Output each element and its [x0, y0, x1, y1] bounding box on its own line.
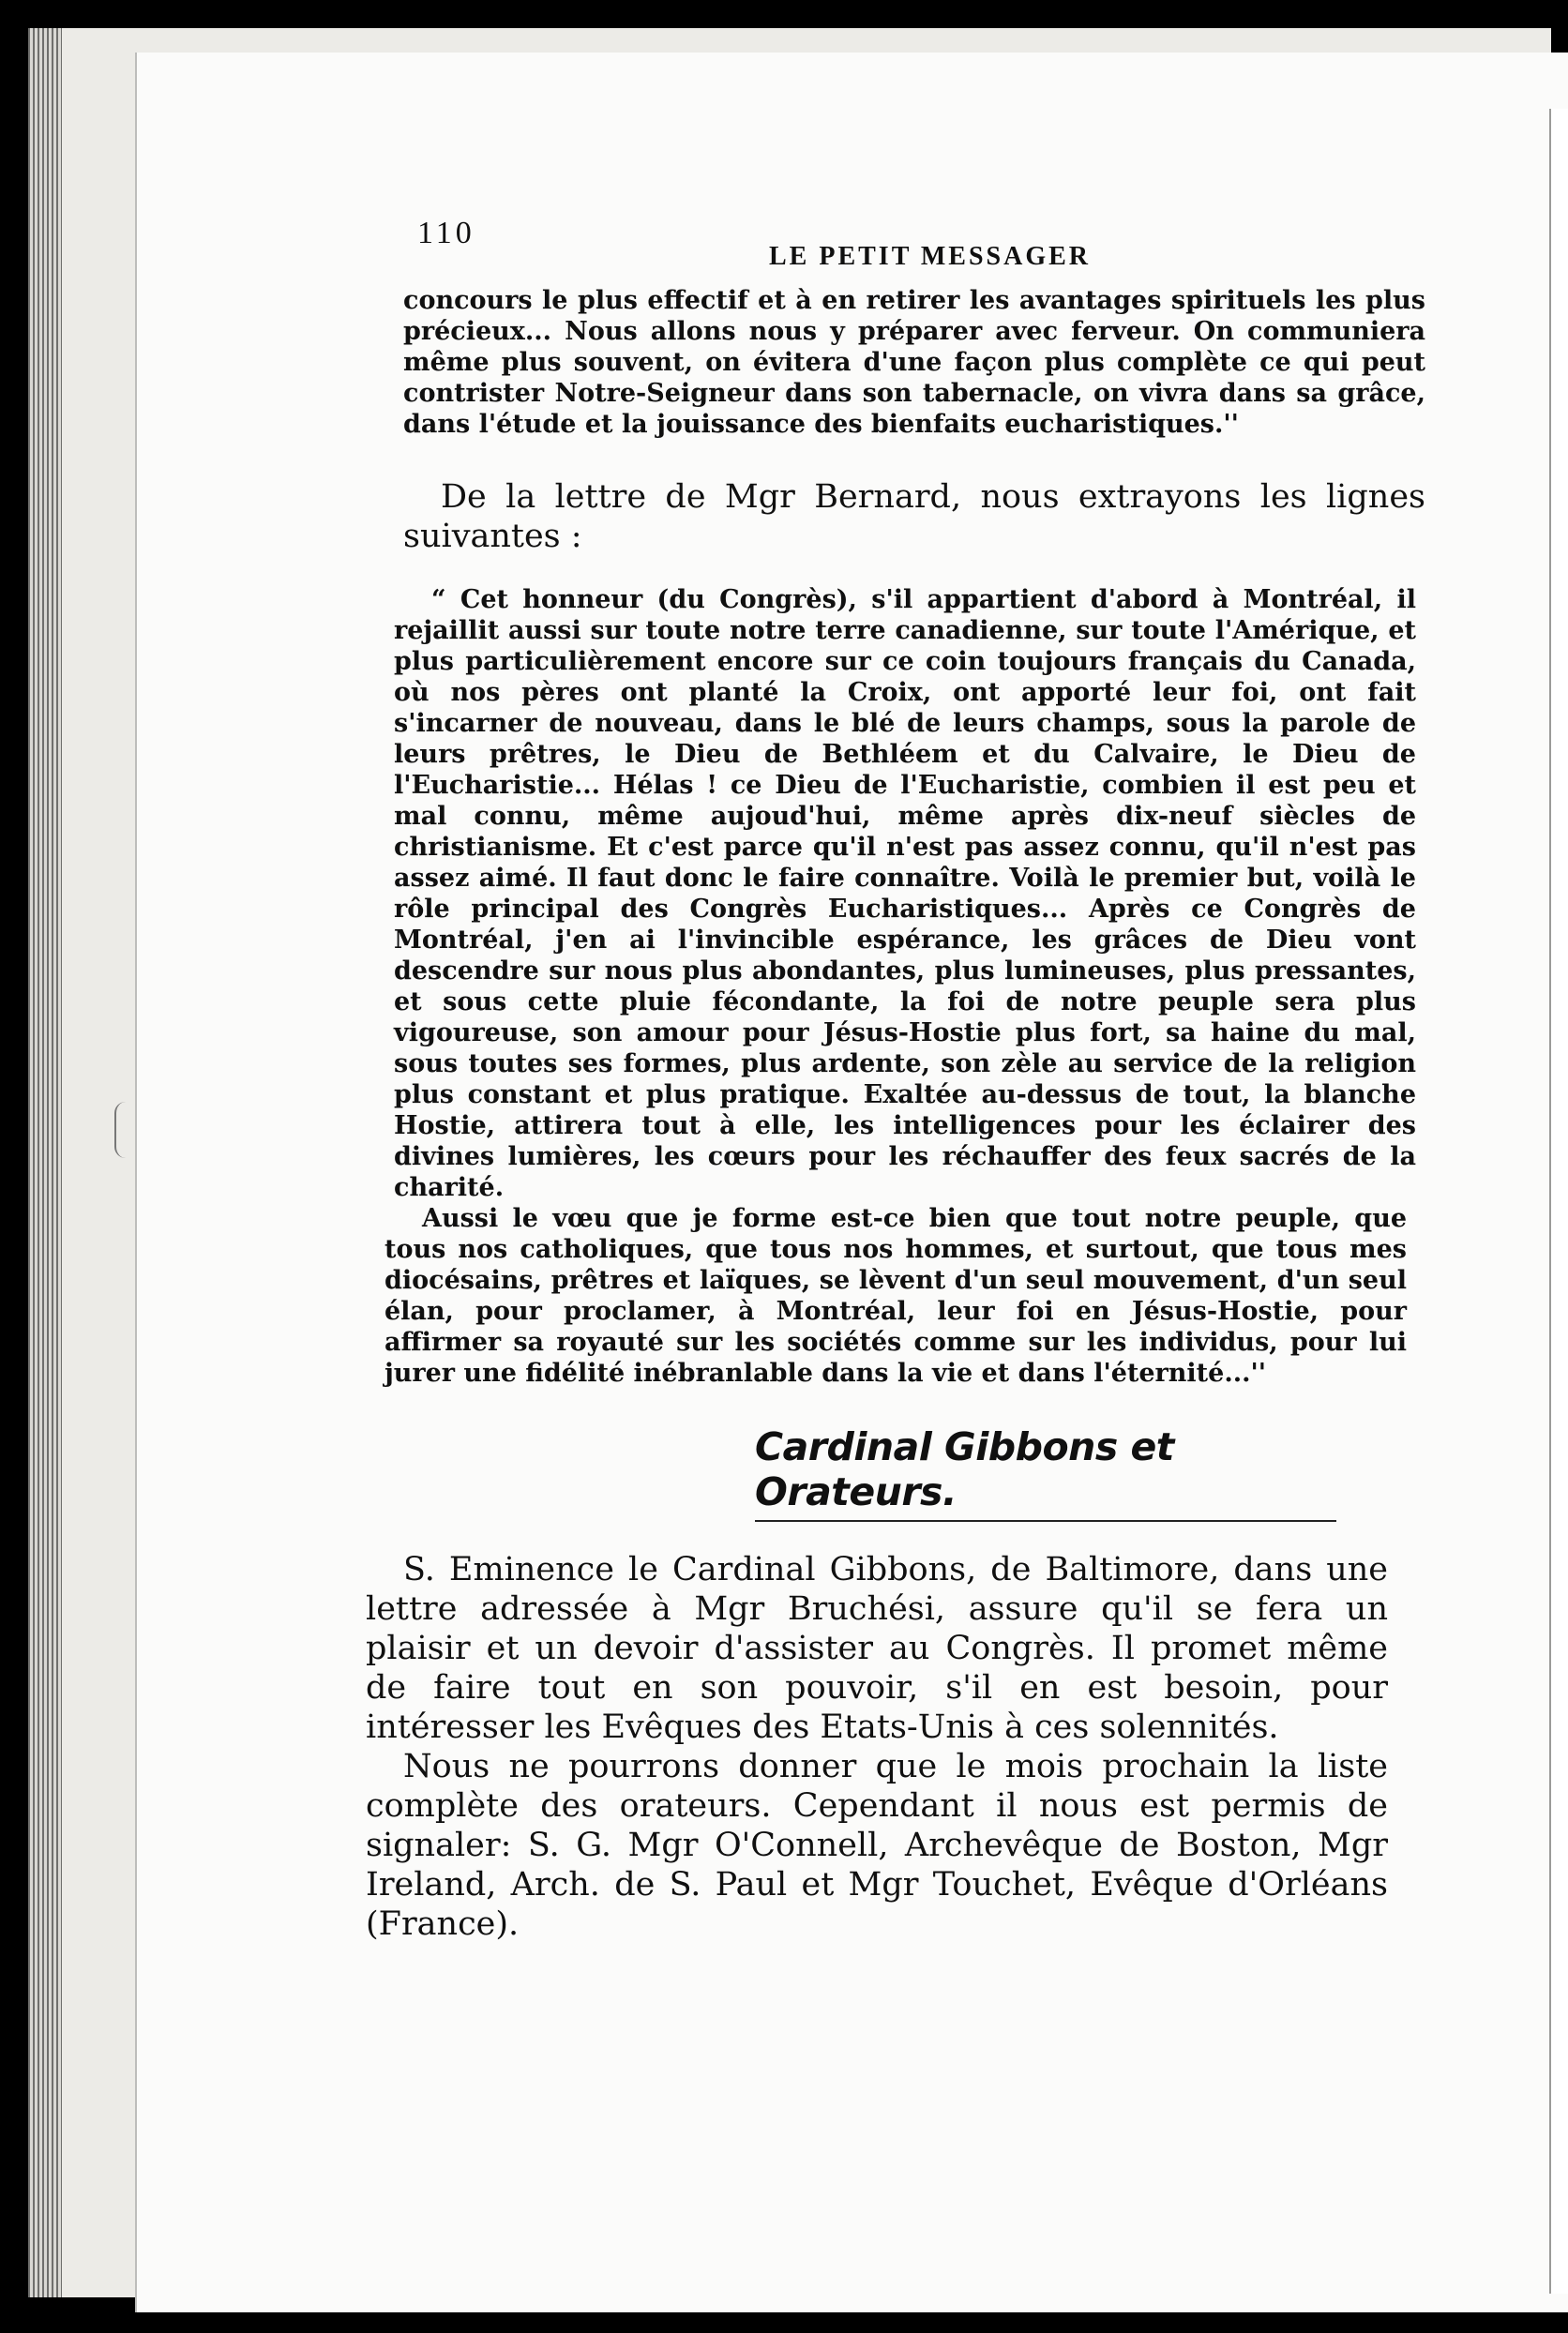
continuation-paragraph: concours le plus effectif et à en retirer les avantages spirituels les plus précieux... Nous allons nous y préparer avec ferveur. On communiera même plus souvent, on évitera d'une façon plus complète ce qui peut contrister Notre-Seigneur dans son tabernacle, on vivra dans sa grâce, dans l'étude et la jouissance des bienfaits eucharistiques.'' [403, 286, 1425, 439]
page-edge-mark [114, 1102, 131, 1158]
section-heading-block [755, 1424, 1336, 1522]
section-heading: Cardinal Gibbons et Orateurs. [755, 1424, 1174, 1514]
quote-paragraph: Aussi le vœu que je forme est-ce bien que tout notre peuple, que tous nos catholiques, que tous nos hommes, et surtout, que tous mes diocésains, prêtres et laïques, se lèvent d'un seul mouvement, d'un seul élan, pour proclamer, à Montréal, leur foi en Jésus-Hostie, pour affirmer sa royauté sur les sociétés comme sur les individus, pour lui jurer une fidélité inébranlable dans la vie et dans l'éternité...'' [384, 1204, 1407, 1388]
intro-paragraph: De la lettre de Mgr Bernard, nous extrayons les lignes suivantes : [403, 478, 1425, 555]
running-title: LE PETIT MESSAGER [769, 242, 1092, 271]
page-number: 110 [417, 216, 475, 250]
page-content [309, 188, 1425, 1944]
body-paragraph: S. Eminence le Cardinal Gibbons, de Baltimore, dans une lettre adressée à Mgr Bruchési, assure qu'il se fera un plaisir et un devoir d'assister au Congrès. Il promet même de faire tout en son pouvoir, s'il en est besoin, pour intéresser les Evêques des Etats-Unis à ces solennités. [366, 1551, 1388, 1746]
running-head [309, 188, 1425, 271]
body-paragraph: Nous ne pourrons donner que le mois prochain la liste complète des orateurs. Cependant il nous est permis de signaler: S. G. Mgr O'Connell, Archevêque de Boston, Mgr Ireland, Arch. de S. Paul et Mgr Touchet, Evêque d'Orléans (France). [366, 1748, 1388, 1943]
page-edge [1549, 109, 1568, 2294]
quote-paragraph: “ Cet honneur (du Congrès), s'il appartient d'abord à Montréal, il rejaillit aussi sur toute notre terre canadienne, sur toute l'Amérique, et plus particulièrement encore sur ce coin toujours français du Canada, où nos pères ont planté la Croix, ont apporté leur foi, ont fait s'incarner de nouveau, dans le blé de leurs champs, sous la parole de leurs prêtres, le Dieu de Bethléem et du Calvaire, le Dieu de l'Eucharistie... Hélas ! ce Dieu de l'Eucharistie, combien il est peu et mal connu, même aujoud'hui, même après dix-neuf siècles de christianisme. Et c'est parce qu'il n'est pas assez connu, qu'il n'est pas assez aimé. Il faut donc le faire connaître. Voilà le premier but, voilà le rôle principal des Congrès Eucharistiques... Après ce Congrès de Montréal, j'en ai l'invincible espérance, les grâces de Dieu vont descendre sur nous plus abondantes, plus lumineuses, plus pressantes, et sous cette pluie fécondante, la foi de notre peuple sera plus vigoureuse, son amour pour Jésus-Hostie plus fort, sa haine du mal, sous toutes ses formes, plus ardente, son zèle au service de la religion plus constant et plus pratique. Exaltée au-dessus de tout, la blanche Hostie, attirera tout à elle, les intelligences pour les éclairer des divines lumières, les cœurs pour les réchauffer des feux sacrés de la charité. [394, 585, 1416, 1202]
